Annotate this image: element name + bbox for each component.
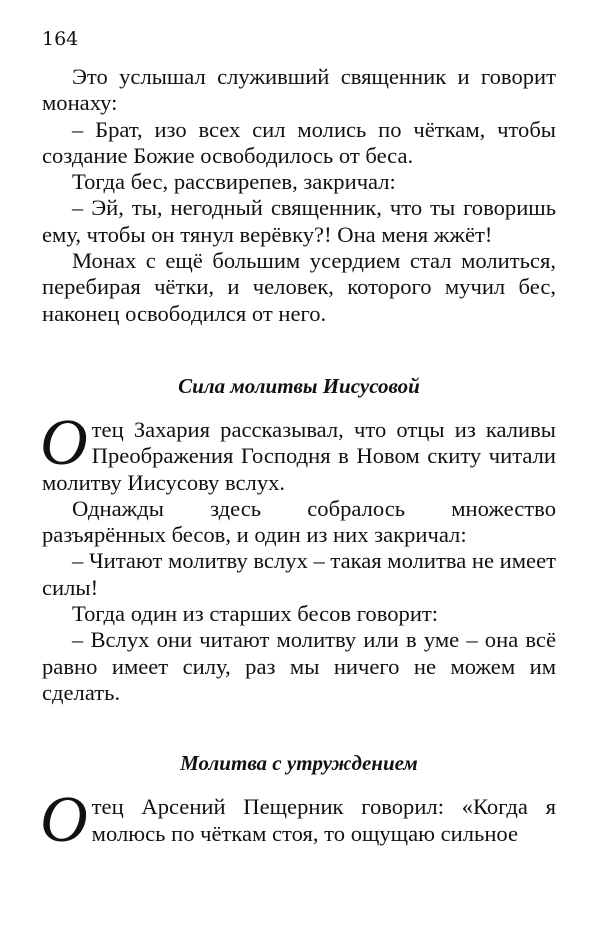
paragraph: Тогда бес, рассвирепев, закричал: bbox=[72, 169, 396, 195]
paragraph-with-drop-cap bbox=[40, 405, 556, 496]
paragraph: Монах с ещё большим усердием стал молиться, перебирая чётки, и человек, которого мучил бес, наконец освободился от него. bbox=[42, 248, 556, 326]
paragraph: – Эй, ты, негодный священник, что ты говоришь ему, чтобы он тянул верёвку?! Она меня жжёт! bbox=[42, 195, 556, 247]
page-text bbox=[40, 64, 556, 857]
paragraph-text: тец Захария рассказывал, что отцы из каливы Преображения Господня в Новом скиту читали молитву Иисусову вслух. bbox=[42, 416, 556, 495]
drop-cap: О bbox=[40, 405, 88, 479]
drop-cap: О bbox=[40, 783, 88, 857]
section-title: Молитва с утруждением bbox=[180, 751, 418, 776]
paragraph: – Читают молитву вслух – такая молитва не имеет силы! bbox=[42, 548, 556, 600]
paragraph: Это услышал служивший священник и говорит монаху: bbox=[42, 64, 556, 116]
paragraph: – Вслух они читают молитву или в уме – она всё равно имеет силу, раз мы ничего не можем им сделать. bbox=[42, 627, 556, 705]
paragraph: Однажды здесь собралось множество разъярённых бесов, и один из них закричал: bbox=[42, 495, 556, 548]
section-title: Сила молитвы Иисусовой bbox=[178, 373, 420, 398]
page-number: 164 bbox=[42, 28, 79, 50]
paragraph: Тогда один из старших бесов говорит: bbox=[72, 601, 439, 627]
paragraph-with-drop-cap bbox=[40, 783, 556, 857]
paragraph: – Брат, изо всех сил молись по чёткам, чтобы создание Божие освободилось от беса. bbox=[42, 116, 556, 168]
paragraph-text: тец Арсений Пещерник говорил: «Когда я молюсь по чёткам стоя, то ощущаю сильное bbox=[91, 794, 556, 846]
